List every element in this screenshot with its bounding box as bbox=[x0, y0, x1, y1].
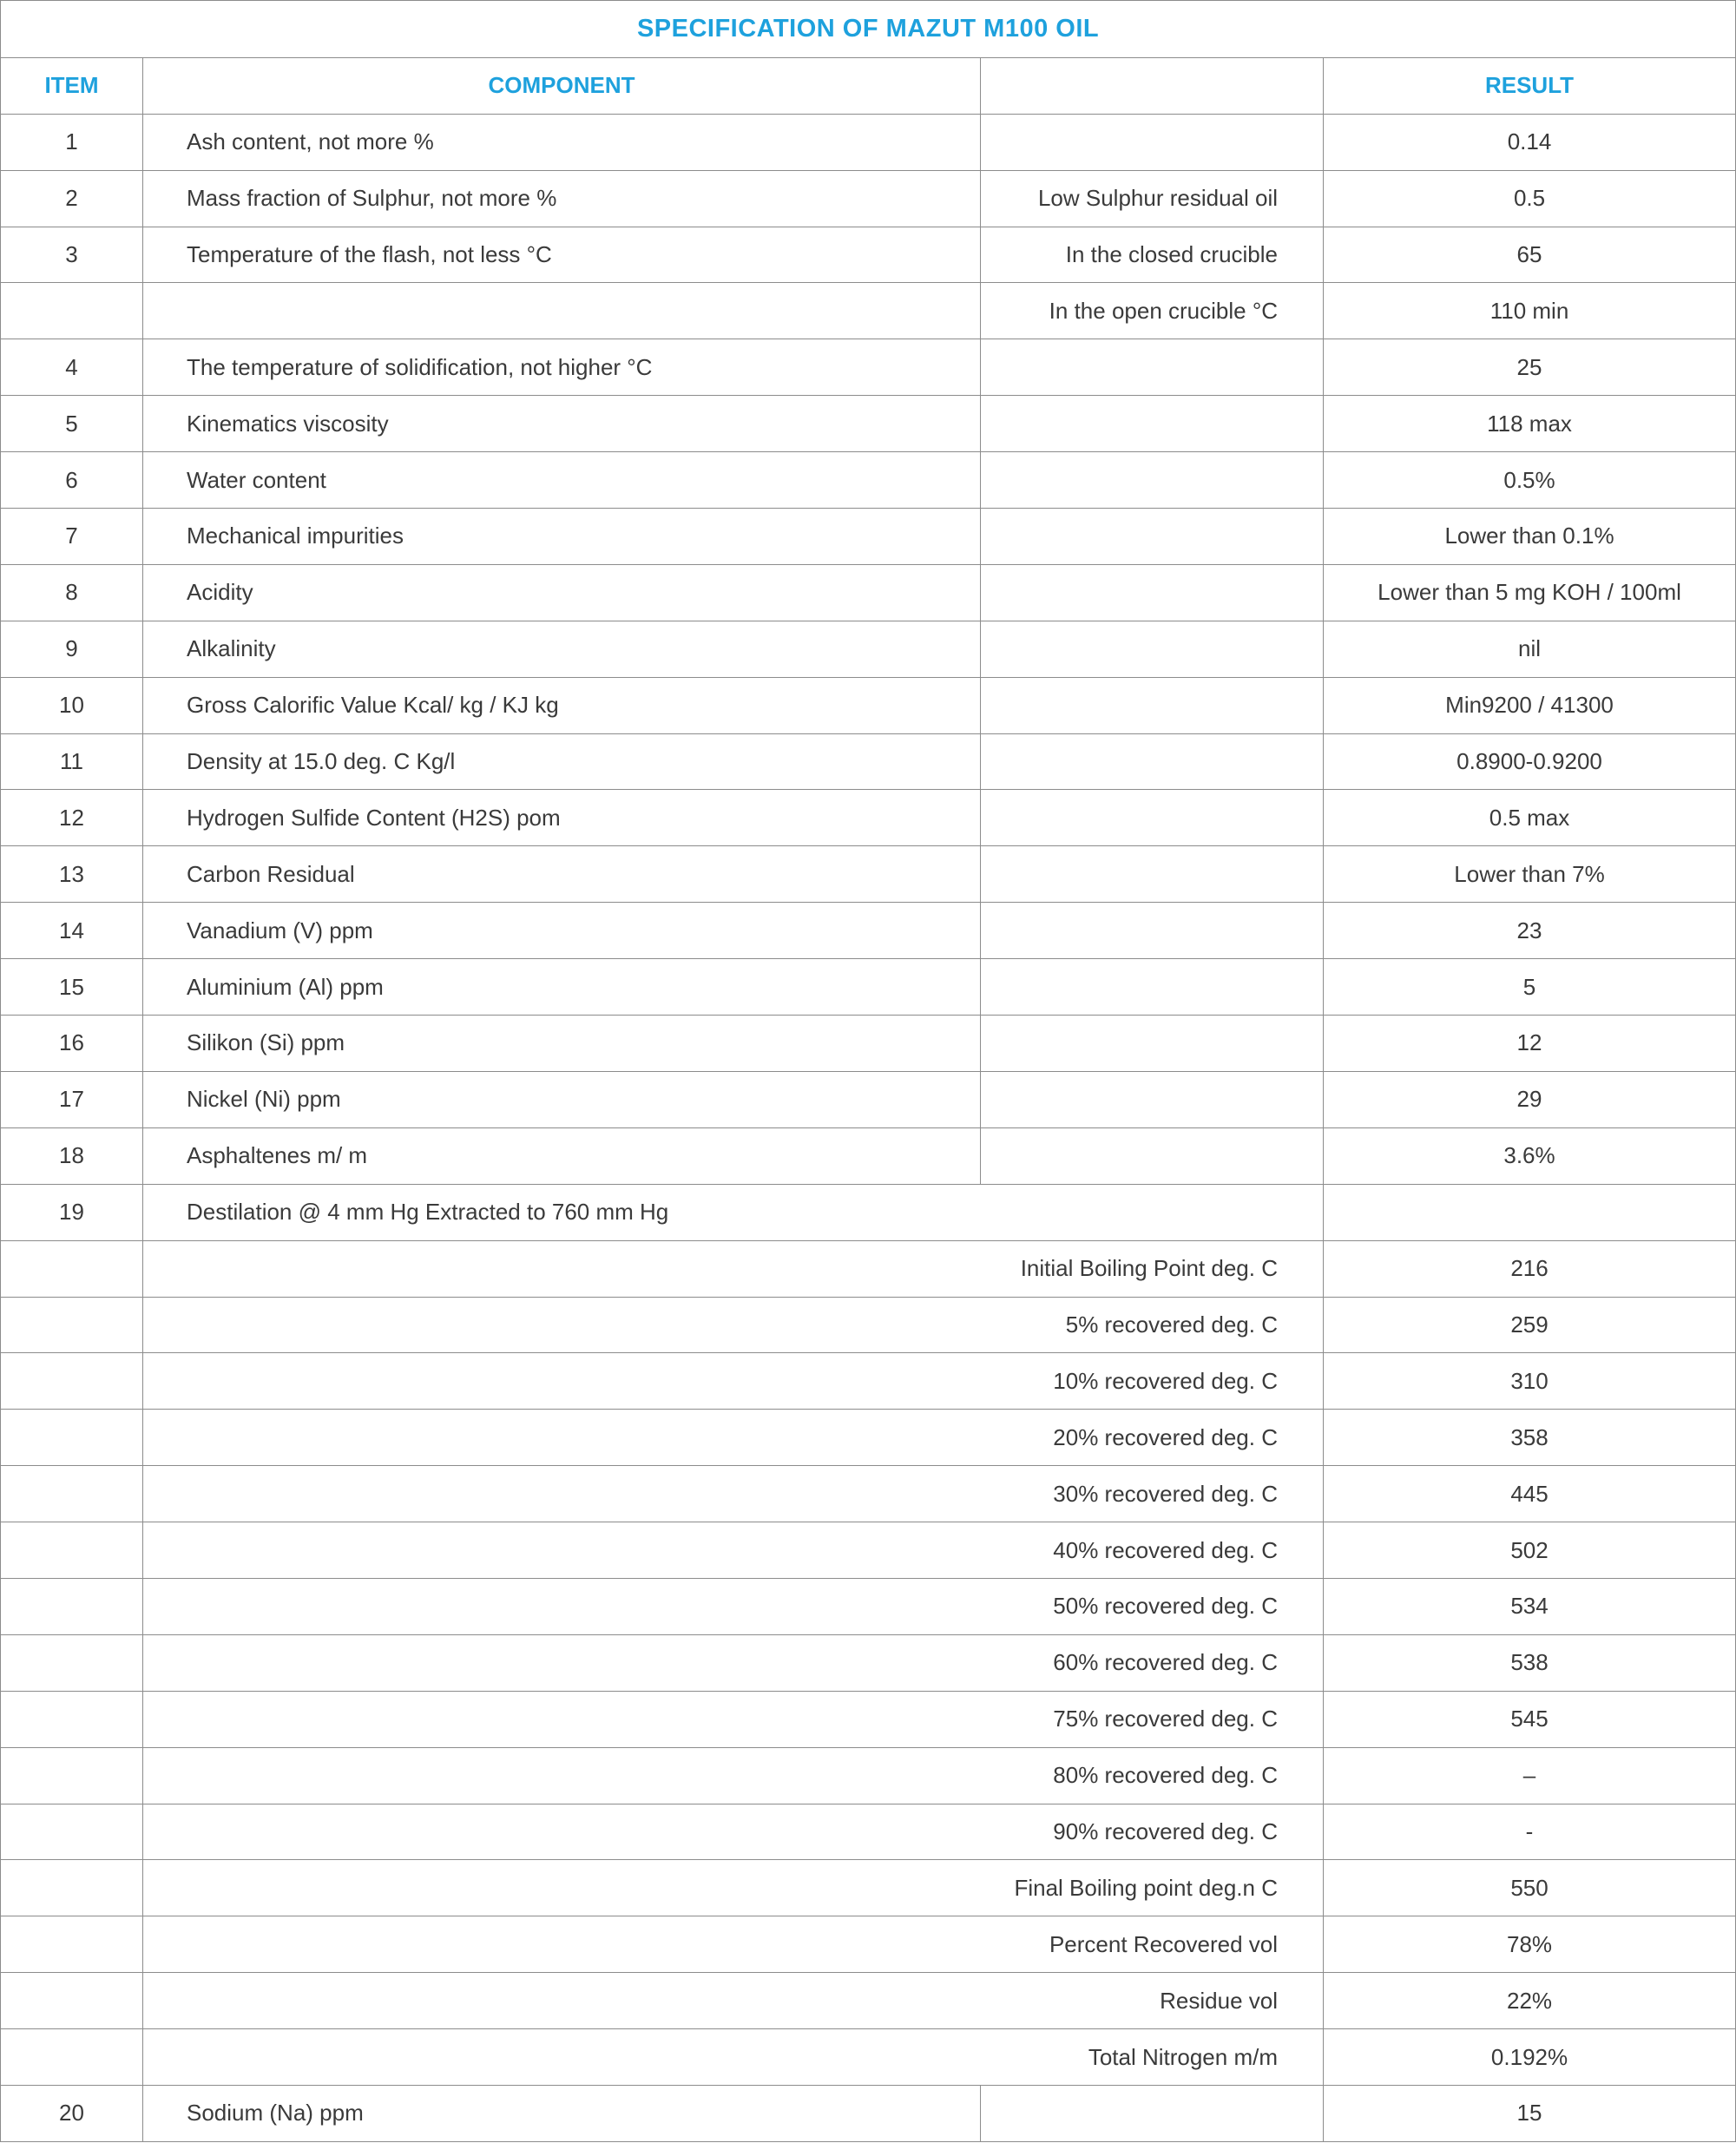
sub-condition bbox=[981, 1071, 1324, 1127]
component-name: Asphaltenes m/ m bbox=[143, 1127, 981, 1184]
result-value: 110 min bbox=[1324, 283, 1736, 339]
result-value: 545 bbox=[1324, 1691, 1736, 1747]
result-value: 12 bbox=[1324, 1016, 1736, 1072]
component-name: Carbon Residual bbox=[143, 846, 981, 903]
component-name: Mass fraction of Sulphur, not more % bbox=[143, 170, 981, 227]
result-value: 22% bbox=[1324, 1973, 1736, 2029]
result-value: 310 bbox=[1324, 1353, 1736, 1410]
sub-condition bbox=[981, 733, 1324, 790]
result-value: 0.14 bbox=[1324, 114, 1736, 170]
result-value: 445 bbox=[1324, 1466, 1736, 1522]
item-number: 12 bbox=[1, 790, 143, 846]
table-row bbox=[1, 564, 1736, 621]
component-name: Nickel (Ni) ppm bbox=[143, 1071, 981, 1127]
distillation-label: 90% recovered deg. C bbox=[143, 1804, 1324, 1860]
result-value: 0.192% bbox=[1324, 2029, 1736, 2086]
sub-condition bbox=[981, 452, 1324, 509]
distillation-label: 50% recovered deg. C bbox=[143, 1578, 1324, 1634]
distillation-label: 5% recovered deg. C bbox=[143, 1297, 1324, 1353]
title-row bbox=[1, 1, 1736, 58]
sub-condition bbox=[981, 509, 1324, 565]
distillation-label: Final Boiling point deg.n C bbox=[143, 1860, 1324, 1916]
result-value: 0.5 max bbox=[1324, 790, 1736, 846]
item-number: 2 bbox=[1, 170, 143, 227]
result-value: 538 bbox=[1324, 1634, 1736, 1691]
item-number bbox=[1, 1691, 143, 1747]
table-row bbox=[1, 621, 1736, 677]
distillation-label: Percent Recovered vol bbox=[143, 1916, 1324, 1973]
header-component: COMPONENT bbox=[143, 57, 981, 114]
sub-condition bbox=[981, 621, 1324, 677]
component-name: Alkalinity bbox=[143, 621, 981, 677]
component-name: Mechanical impurities bbox=[143, 509, 981, 565]
table-row bbox=[1, 1127, 1736, 1184]
item-number bbox=[1, 1860, 143, 1916]
distillation-label: 60% recovered deg. C bbox=[143, 1634, 1324, 1691]
item-number bbox=[1, 1973, 143, 2029]
distillation-row bbox=[1, 1860, 1736, 1916]
result-value bbox=[1324, 1184, 1736, 1240]
table-row bbox=[1, 114, 1736, 170]
item-number bbox=[1, 283, 143, 339]
table-row bbox=[1, 283, 1736, 339]
result-value: Lower than 0.1% bbox=[1324, 509, 1736, 565]
distillation-row bbox=[1, 1747, 1736, 1804]
item-number: 19 bbox=[1, 1184, 143, 1240]
sub-condition bbox=[981, 677, 1324, 733]
distillation-label: 10% recovered deg. C bbox=[143, 1353, 1324, 1410]
sub-condition bbox=[981, 339, 1324, 396]
result-value: 216 bbox=[1324, 1240, 1736, 1297]
component-name bbox=[143, 283, 981, 339]
table-row bbox=[1, 903, 1736, 959]
distillation-label: Total Nitrogen m/m bbox=[143, 2029, 1324, 2086]
table-row bbox=[1, 1016, 1736, 1072]
component-name: Vanadium (V) ppm bbox=[143, 903, 981, 959]
result-value: 0.8900-0.9200 bbox=[1324, 733, 1736, 790]
distillation-row bbox=[1, 1466, 1736, 1522]
component-name: Ash content, not more % bbox=[143, 114, 981, 170]
item-number: 5 bbox=[1, 396, 143, 452]
component-name: Acidity bbox=[143, 564, 981, 621]
sub-condition bbox=[981, 790, 1324, 846]
component-name: Sodium (Na) ppm bbox=[143, 2085, 981, 2141]
table-row bbox=[1, 2085, 1736, 2141]
distillation-label: 40% recovered deg. C bbox=[143, 1522, 1324, 1579]
table-row bbox=[1, 227, 1736, 283]
result-value: 118 max bbox=[1324, 396, 1736, 452]
table-row bbox=[1, 339, 1736, 396]
distillation-header-row bbox=[1, 1184, 1736, 1240]
component-name: Density at 15.0 deg. C Kg/l bbox=[143, 733, 981, 790]
item-number: 6 bbox=[1, 452, 143, 509]
distillation-row bbox=[1, 1410, 1736, 1466]
item-number: 15 bbox=[1, 959, 143, 1016]
item-number bbox=[1, 1353, 143, 1410]
distillation-row bbox=[1, 1634, 1736, 1691]
sub-condition bbox=[981, 396, 1324, 452]
sub-condition bbox=[981, 1127, 1324, 1184]
sub-condition bbox=[981, 846, 1324, 903]
result-value: Lower than 5 mg KOH / 100ml bbox=[1324, 564, 1736, 621]
result-value: 78% bbox=[1324, 1916, 1736, 1973]
item-number: 9 bbox=[1, 621, 143, 677]
item-number: 18 bbox=[1, 1127, 143, 1184]
sub-condition: Low Sulphur residual oil bbox=[981, 170, 1324, 227]
table-title: SPECIFICATION OF MAZUT M100 OIL bbox=[1, 1, 1736, 58]
result-value: 65 bbox=[1324, 227, 1736, 283]
result-value: 358 bbox=[1324, 1410, 1736, 1466]
table-row bbox=[1, 959, 1736, 1016]
component-name: Temperature of the flash, not less °C bbox=[143, 227, 981, 283]
distillation-row bbox=[1, 1973, 1736, 2029]
distillation-label: 30% recovered deg. C bbox=[143, 1466, 1324, 1522]
table-row bbox=[1, 509, 1736, 565]
table-row bbox=[1, 677, 1736, 733]
distillation-label: 20% recovered deg. C bbox=[143, 1410, 1324, 1466]
item-number bbox=[1, 1747, 143, 1804]
distillation-row bbox=[1, 1522, 1736, 1579]
item-number: 20 bbox=[1, 2085, 143, 2141]
result-value: 534 bbox=[1324, 1578, 1736, 1634]
result-value: Min9200 / 41300 bbox=[1324, 677, 1736, 733]
item-number bbox=[1, 1916, 143, 1973]
component-name: The temperature of solidification, not higher °C bbox=[143, 339, 981, 396]
sub-condition bbox=[981, 114, 1324, 170]
sub-condition bbox=[981, 1016, 1324, 1072]
distillation-row bbox=[1, 1916, 1736, 1973]
component-name: Water content bbox=[143, 452, 981, 509]
sub-condition: In the open crucible °C bbox=[981, 283, 1324, 339]
table-row bbox=[1, 733, 1736, 790]
table-row bbox=[1, 452, 1736, 509]
table-row bbox=[1, 790, 1736, 846]
result-value: 25 bbox=[1324, 339, 1736, 396]
result-value: 23 bbox=[1324, 903, 1736, 959]
table-row bbox=[1, 1071, 1736, 1127]
result-value: 5 bbox=[1324, 959, 1736, 1016]
item-number: 13 bbox=[1, 846, 143, 903]
item-number: 7 bbox=[1, 509, 143, 565]
table-row bbox=[1, 170, 1736, 227]
result-value: - bbox=[1324, 1804, 1736, 1860]
distillation-label: Initial Boiling Point deg. C bbox=[143, 1240, 1324, 1297]
item-number: 10 bbox=[1, 677, 143, 733]
item-number: 14 bbox=[1, 903, 143, 959]
result-value: 502 bbox=[1324, 1522, 1736, 1579]
header-row bbox=[1, 57, 1736, 114]
item-number bbox=[1, 1466, 143, 1522]
distillation-row bbox=[1, 1240, 1736, 1297]
table-row bbox=[1, 396, 1736, 452]
sub-condition bbox=[981, 564, 1324, 621]
component-name: Gross Calorific Value Kcal/ kg / KJ kg bbox=[143, 677, 981, 733]
component-name: Destilation @ 4 mm Hg Extracted to 760 mm Hg bbox=[143, 1184, 1324, 1240]
result-value: nil bbox=[1324, 621, 1736, 677]
distillation-label: Residue vol bbox=[143, 1973, 1324, 2029]
distillation-label: 80% recovered deg. C bbox=[143, 1747, 1324, 1804]
result-value: 15 bbox=[1324, 2085, 1736, 2141]
result-value: – bbox=[1324, 1747, 1736, 1804]
sub-condition bbox=[981, 903, 1324, 959]
item-number bbox=[1, 1578, 143, 1634]
distillation-row bbox=[1, 1578, 1736, 1634]
item-number bbox=[1, 2029, 143, 2086]
item-number bbox=[1, 1804, 143, 1860]
component-name: Silikon (Si) ppm bbox=[143, 1016, 981, 1072]
item-number: 8 bbox=[1, 564, 143, 621]
result-value: 0.5% bbox=[1324, 452, 1736, 509]
item-number bbox=[1, 1297, 143, 1353]
item-number: 3 bbox=[1, 227, 143, 283]
header-result: RESULT bbox=[1324, 57, 1736, 114]
result-value: 0.5 bbox=[1324, 170, 1736, 227]
distillation-label: 75% recovered deg. C bbox=[143, 1691, 1324, 1747]
item-number: 17 bbox=[1, 1071, 143, 1127]
result-value: 29 bbox=[1324, 1071, 1736, 1127]
sub-condition: In the closed crucible bbox=[981, 227, 1324, 283]
sub-condition bbox=[981, 959, 1324, 1016]
result-value: 259 bbox=[1324, 1297, 1736, 1353]
item-number bbox=[1, 1522, 143, 1579]
item-number bbox=[1, 1634, 143, 1691]
result-value: 550 bbox=[1324, 1860, 1736, 1916]
item-number: 4 bbox=[1, 339, 143, 396]
distillation-row bbox=[1, 1353, 1736, 1410]
item-number: 16 bbox=[1, 1016, 143, 1072]
result-value: 3.6% bbox=[1324, 1127, 1736, 1184]
item-number bbox=[1, 1240, 143, 1297]
result-value: Lower than 7% bbox=[1324, 846, 1736, 903]
distillation-row bbox=[1, 1691, 1736, 1747]
component-name: Aluminium (Al) ppm bbox=[143, 959, 981, 1016]
header-sub bbox=[981, 57, 1324, 114]
distillation-row bbox=[1, 1804, 1736, 1860]
sub-condition bbox=[981, 2085, 1324, 2141]
item-number: 1 bbox=[1, 114, 143, 170]
item-number: 11 bbox=[1, 733, 143, 790]
table-row bbox=[1, 846, 1736, 903]
header-item: ITEM bbox=[1, 57, 143, 114]
distillation-row bbox=[1, 1297, 1736, 1353]
component-name: Hydrogen Sulfide Content (H2S) pom bbox=[143, 790, 981, 846]
component-name: Kinematics viscosity bbox=[143, 396, 981, 452]
distillation-row bbox=[1, 2029, 1736, 2086]
item-number bbox=[1, 1410, 143, 1466]
